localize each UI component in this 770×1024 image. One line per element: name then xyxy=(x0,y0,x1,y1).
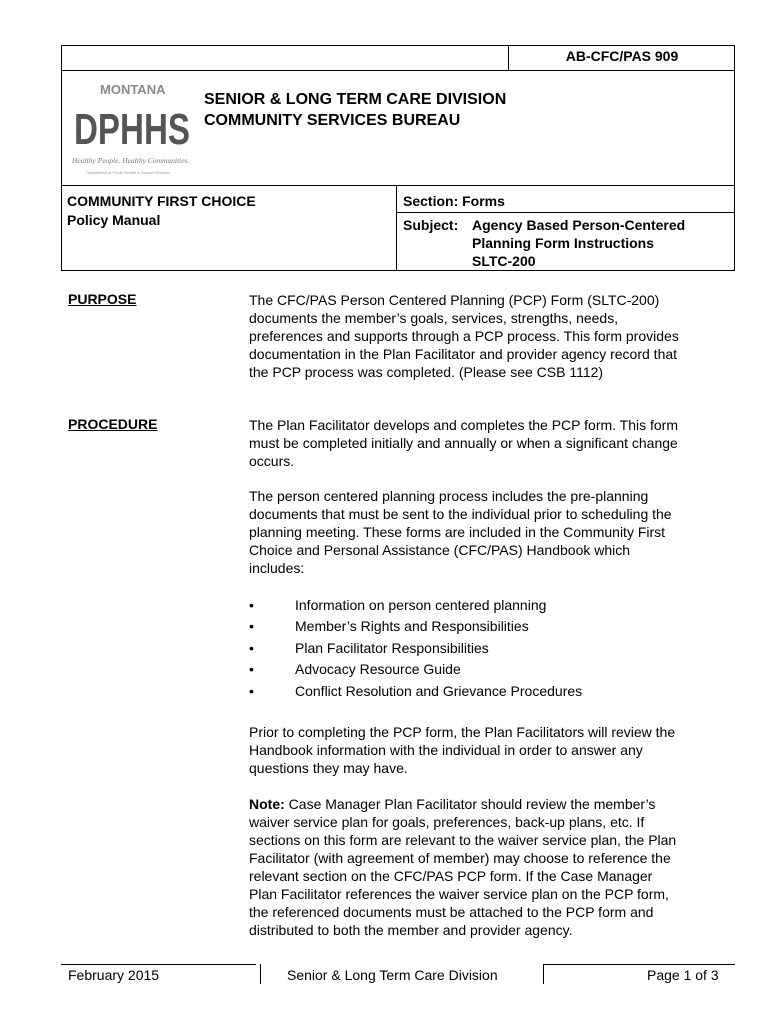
section-field: Section: Forms xyxy=(403,193,505,209)
bullet-icon: • xyxy=(249,661,254,677)
text-line: distributed to both the member and provider agency. xyxy=(249,922,573,938)
text-line: The Plan Facilitator develops and completes the PCP form. This form xyxy=(249,417,679,433)
logo-main-word: DPHHS xyxy=(74,105,190,154)
text-line: relevant section on the CFC/PAS PCP form. If the Case Manager xyxy=(249,868,653,884)
text-line: Plan Facilitator references the waiver service plan on the PCP form, xyxy=(249,886,669,902)
purpose-paragraph xyxy=(249,291,719,381)
text-line: planning meeting. These forms are included in the Community First xyxy=(249,524,666,540)
dphhs-logo xyxy=(70,80,195,180)
text-line: occurs. xyxy=(249,453,295,469)
text-line: preferences and supports through a PCP process. This form provides xyxy=(249,328,679,344)
note-paragraph xyxy=(249,795,719,939)
bullet-icon: • xyxy=(249,618,254,634)
procedure-paragraph-1 xyxy=(249,416,719,470)
text-line: Prior to completing the PCP form, the Plan Facilitators will review the xyxy=(249,724,676,740)
list-item-text: Advocacy Resource Guide xyxy=(295,661,461,677)
text-line: questions they may have. xyxy=(249,760,408,776)
list-item-text: Conflict Resolution and Grievance Procedures xyxy=(295,683,583,699)
logo-subtagline: Department of Public Health & Human Services xyxy=(86,170,171,175)
manual-name: COMMUNITY FIRST CHOICE xyxy=(67,193,256,209)
footer-tick xyxy=(543,964,544,984)
logo-top-word: MONTANA xyxy=(100,82,166,97)
text-line: documents the member’s goals, services, strengths, needs, xyxy=(249,310,619,326)
subject-line: SLTC-200 xyxy=(472,253,536,269)
form-number: AB-CFC/PAS 909 xyxy=(565,48,679,64)
procedure-paragraph-2 xyxy=(249,487,719,577)
footer-rule xyxy=(543,964,735,965)
text-line: The CFC/PAS Person Centered Planning (PCP) Form (SLTC-200) xyxy=(249,292,660,308)
footer-rule xyxy=(61,964,256,965)
text-line: Facilitator (with agreement of member) may choose to reference the xyxy=(249,850,671,866)
list-item xyxy=(249,682,582,700)
text-line: sections on this form are relevant to the waiver service plan, the Plan xyxy=(249,832,677,848)
list-item xyxy=(249,596,546,614)
text-line: the PCP process was completed. (Please see CSB 1112) xyxy=(249,364,604,380)
list-item xyxy=(249,639,489,657)
footer-tick xyxy=(260,964,261,984)
divider xyxy=(61,185,735,186)
text-line: the referenced documents must be attached to the PCP form and xyxy=(249,904,654,920)
divider xyxy=(396,185,397,271)
bullet-icon: • xyxy=(249,683,254,699)
purpose-heading: PURPOSE xyxy=(68,291,137,307)
text-line: waiver service plan for goals, preferences, back-up plans, etc. If xyxy=(249,814,645,830)
manual-type: Policy Manual xyxy=(67,212,161,228)
list-item xyxy=(249,660,461,678)
page-number: Page 1 of 3 xyxy=(647,967,719,983)
text-line: documents that must be sent to the individual prior to scheduling the xyxy=(249,506,672,522)
footer-date: February 2015 xyxy=(68,967,160,983)
text-line: must be completed initially and annually or when a significant change xyxy=(249,435,678,451)
text-line: documentation in the Plan Facilitator and provider agency record that xyxy=(249,346,678,362)
procedure-paragraph-3 xyxy=(249,723,719,777)
subject-line: Planning Form Instructions xyxy=(472,235,655,251)
subject-line: Agency Based Person-Centered xyxy=(472,217,686,233)
procedure-heading: PROCEDURE xyxy=(68,416,158,432)
list-item xyxy=(249,617,529,635)
note-text: Case Manager Plan Facilitator should review the member’s xyxy=(284,796,656,812)
divider xyxy=(396,212,735,213)
list-item-text: Information on person centered planning xyxy=(295,597,547,613)
logo-tagline: Healthy People. Healthy Communities. xyxy=(72,156,190,165)
list-item-text: Plan Facilitator Responsibilities xyxy=(295,640,489,656)
division-title: SENIOR & LONG TERM CARE DIVISION xyxy=(204,91,507,108)
text-line: The person centered planning process includes the pre-planning xyxy=(249,488,649,504)
bureau-title: COMMUNITY SERVICES BUREAU xyxy=(204,112,461,129)
subject-label: Subject: xyxy=(403,217,459,233)
text-line: includes: xyxy=(249,560,305,576)
list-item-text: Member’s Rights and Responsibilities xyxy=(295,618,529,634)
text-line: Handbook information with the individual in order to answer any xyxy=(249,742,643,758)
text-line: Choice and Personal Assistance (CFC/PAS) Handbook which xyxy=(249,542,631,558)
text-line xyxy=(249,795,719,813)
footer-division: Senior & Long Term Care Division xyxy=(287,967,498,983)
bullet-icon: • xyxy=(249,597,254,613)
note-label: Note: xyxy=(249,796,285,812)
bullet-icon: • xyxy=(249,640,254,656)
